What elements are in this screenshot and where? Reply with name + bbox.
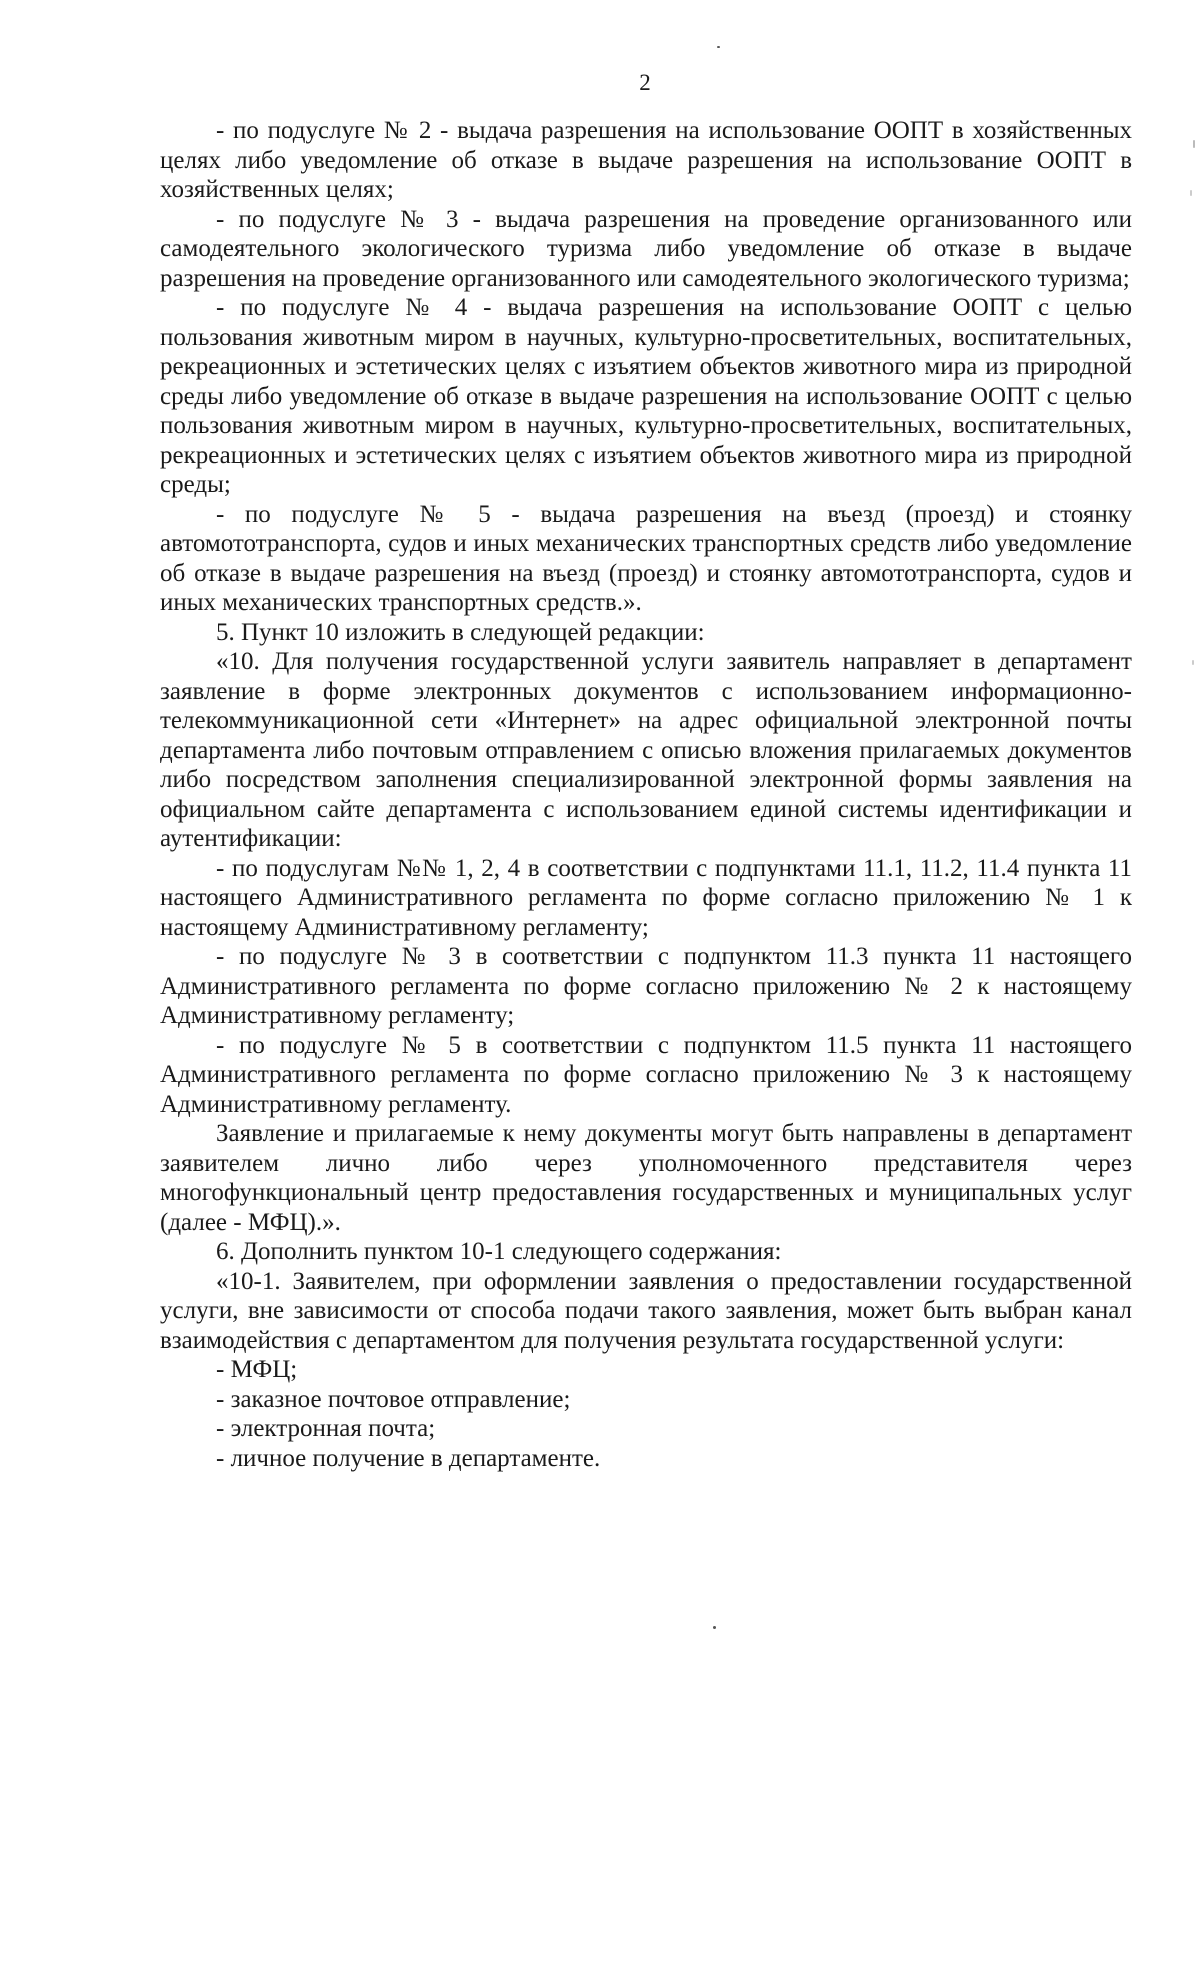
document-body (160, 116, 1132, 1473)
paragraph-item-5: 5. Пункт 10 изложить в следующей редакции: (216, 618, 705, 646)
list-item-personal-pickup: - личное получение в департаменте. (216, 1444, 601, 1472)
paragraph-point-10-1: «10-1. Заявителем, при оформлении заявления о предоставлении государственной услуги, вне зависимости от способа подачи такого заявления, может быть выбран канал взаимодействия с департаментом для получения результата государственной услуги: (160, 1267, 1132, 1354)
paragraph-item-6: 6. Дополнить пунктом 10-1 следующего содержания: (216, 1238, 782, 1265)
paragraph-subservices-1-2-4: - по подуслугам №№ 1, 2, 4 в соответствии с подпунктами 11.1, 11.2, 11.4 пункта 11 настоящего Административного регламента по форме согласно приложению № 1 к настоящему Административному регламенту; (160, 854, 1132, 941)
paragraph-subservice-5-form: - по подуслуге № 5 в соответствии с подпунктом 11.5 пункта 11 настоящего Административного регламента по форме согласно приложению № 3 к настоящему Административному регламенту. (160, 1031, 1132, 1118)
paragraph-point-10: «10. Для получения государственной услуги заявитель направляет в департамент заявление в форме электронных документов с использованием информационно-телекоммуникационной сети «Интернет» на адрес официальной электронной почты департамента либо почтовым отправлением с описью вложения прилагаемых документов либо посредством заполнения специализированной электронной формы заявления на официальном сайте департамента с использованием единой системы идентификации и аутентификации: (160, 648, 1132, 852)
list-item-registered-mail: - заказное почтовое отправление; (216, 1385, 571, 1413)
scan-speck (1192, 660, 1194, 665)
scan-speck (1190, 190, 1192, 196)
paragraph-subservice-2: - по подуслуге № 2 - выдача разрешения на использование ООПТ в хозяйственных целях либо уведомление об отказе в выдаче разрешения на использование ООПТ в хозяйственных целях; (160, 117, 1132, 203)
list-item-email: - электронная почта; (216, 1415, 436, 1442)
page-number: 2 (639, 70, 651, 95)
scan-speck (717, 46, 720, 48)
paragraph-subservice-5: - по подуслуге № 5 - выдача разрешения на въезд (проезд) и стоянку автомототранспорта, судов и иных механических транспортных средств либо уведомление об отказе в выдаче разрешения на въезд (проезд) и стоянку автомототранспорта, судов и иных механических транспортных средств.». (160, 500, 1132, 616)
paragraph-subservice-4: - по подуслуге № 4 - выдача разрешения на использование ООПТ с целью пользования животным миром в научных, культурно-просветительных, воспитательных, рекреационных и эстетических целях с изъятием объектов животного мира из природной среды либо уведомление об отказе в выдаче разрешения на использование ООПТ с целью пользования животным миром в научных, культурно-просветительных, воспитательных, рекреационных и эстетических целях с изъятием объектов животного мира из природной среды; (160, 294, 1132, 498)
scan-speck (713, 1626, 716, 1629)
scan-speck (1193, 140, 1195, 148)
paragraph-subservice-3-form: - по подуслуге № 3 в соответствии с подпунктом 11.3 пункта 11 настоящего Административного регламента по форме согласно приложению № 2 к настоящему Административному регламенту; (160, 943, 1132, 1029)
list-item-mfc: - МФЦ; (216, 1356, 298, 1383)
paragraph-mfc: Заявление и прилагаемые к нему документы могут быть направлены в департамент заявителем лично либо через уполномоченного представителя через многофункциональный центр предоставления государственных и муниципальных услуг (далее - МФЦ).». (160, 1120, 1132, 1236)
paragraph-subservice-3: - по подуслуге № 3 - выдача разрешения на проведение организованного или самодеятельного экологического туризма либо уведомление об отказе в выдаче разрешения на проведение организованного или самодеятельного экологического туризма; (160, 205, 1132, 292)
